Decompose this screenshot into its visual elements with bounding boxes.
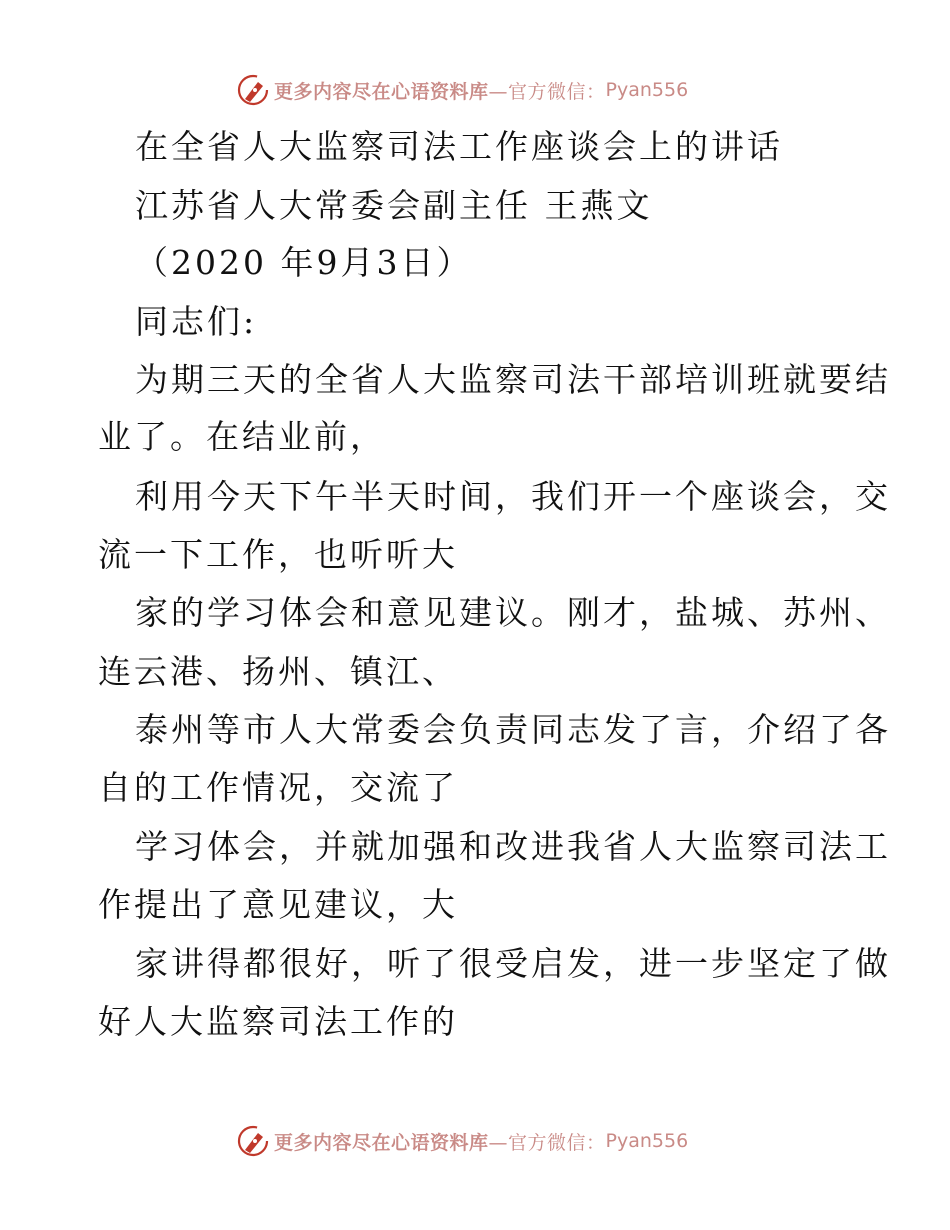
document-date: （2020 年9月3日） (135, 243, 473, 282)
body-line: 家讲得都很好，听了很受启发，进一步坚定了做 (135, 944, 891, 983)
body-line: 连云港、扬州、镇江、 (98, 652, 458, 691)
banner-dash-text: —官方微信： (488, 1131, 606, 1154)
body-line: 家的学习体会和意见建议。刚才，盐城、苏州、 (135, 593, 891, 632)
banner-dash-text: —官方微信： (488, 80, 606, 103)
banner-main-text: 更多内容尽在心语资料库 (274, 1131, 489, 1154)
document-speaker: 江苏省人大常委会副主任 王燕文 (135, 186, 653, 225)
body-line: 为期三天的全省人大监察司法干部培训班就要结 (135, 360, 891, 399)
banner-main-text: 更多内容尽在心语资料库 (274, 80, 489, 103)
body-line: 自的工作情况，交流了 (98, 768, 458, 807)
body-line: 流一下工作，也听听大 (98, 535, 458, 574)
body-line: 作提出了意见建议，大 (98, 885, 458, 924)
header-banner (236, 72, 688, 108)
banner-handle-text: Pyan556 (605, 79, 689, 101)
body-line: 泰州等市人大常委会负责同志发了言，介绍了各 (135, 710, 891, 749)
document-salutation: 同志们: (135, 302, 258, 341)
pen-nib-logo-icon (236, 1124, 270, 1158)
body-line: 学习体会，并就加强和改进我省人大监察司法工 (135, 827, 891, 866)
document-title: 在全省人大监察司法工作座谈会上的讲话 (135, 127, 783, 166)
body-line: 好人大监察司法工作的 (98, 1002, 458, 1041)
body-line: 业了。在结业前， (98, 417, 386, 456)
footer-banner (236, 1123, 688, 1159)
banner-handle-text: Pyan556 (605, 1130, 689, 1152)
pen-nib-logo-icon (236, 73, 270, 107)
body-line: 利用今天下午半天时间，我们开一个座谈会，交 (135, 477, 891, 516)
